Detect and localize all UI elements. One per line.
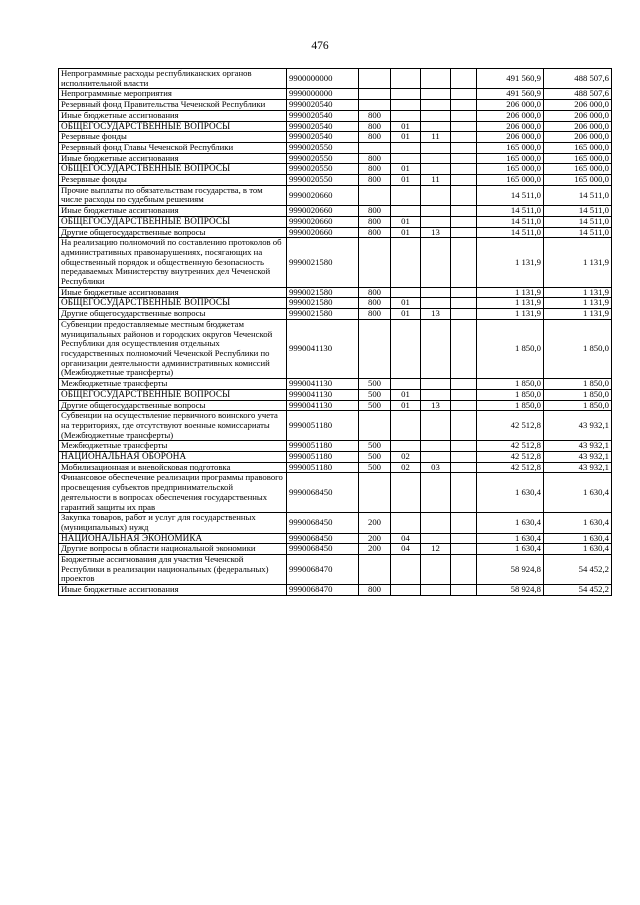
empty-cell [451,110,477,121]
section: 01 [391,164,421,175]
target-code: 9990020540 [287,100,359,111]
table-row [59,175,612,186]
amount-year-2: 165 000,0 [544,164,612,175]
subsection [421,142,451,153]
expense-type: 800 [359,206,391,217]
section [391,555,421,585]
subsection [421,287,451,298]
amount-year-1: 165 000,0 [477,142,544,153]
amount-year-2: 488 507,6 [544,89,612,100]
amount-year-1: 14 511,0 [477,227,544,238]
section: 01 [391,309,421,320]
section [391,153,421,164]
table-row [59,121,612,132]
amount-year-1: 1 131,9 [477,309,544,320]
amount-year-1: 165 000,0 [477,175,544,186]
section: 04 [391,544,421,555]
amount-year-1: 42 512,8 [477,462,544,473]
amount-year-1: 165 000,0 [477,153,544,164]
row-name: Резервный фонд Правительства Чеченской Республики [59,100,287,111]
amount-year-1: 58 924,8 [477,585,544,596]
expense-type [359,411,391,441]
empty-cell [451,100,477,111]
expense-type [359,89,391,100]
amount-year-1: 206 000,0 [477,132,544,143]
row-name: Резервные фонды [59,132,287,143]
amount-year-2: 488 507,6 [544,69,612,89]
empty-cell [451,175,477,186]
amount-year-1: 1 131,9 [477,298,544,309]
expense-type: 800 [359,309,391,320]
subsection [421,153,451,164]
expense-type: 800 [359,298,391,309]
table-row [59,555,612,585]
empty-cell [451,411,477,441]
amount-year-1: 165 000,0 [477,164,544,175]
row-name: Непрограммные расходы республиканских органов исполнительной власти [59,69,287,89]
target-code: 9990020550 [287,175,359,186]
amount-year-2: 54 452,2 [544,555,612,585]
target-code: 9990051180 [287,462,359,473]
table-row [59,585,612,596]
amount-year-2: 165 000,0 [544,142,612,153]
section: 02 [391,452,421,463]
target-code: 9990068450 [287,544,359,555]
target-code: 9990020540 [287,132,359,143]
amount-year-2: 1 850,0 [544,319,612,378]
section [391,513,421,533]
table-row [59,100,612,111]
expense-type: 500 [359,379,391,390]
target-code: 9990041130 [287,389,359,400]
amount-year-1: 1 131,9 [477,238,544,288]
row-name: ОБЩЕГОСУДАРСТВЕННЫЕ ВОПРОСЫ [59,121,287,132]
section: 01 [391,216,421,227]
expense-type: 800 [359,132,391,143]
row-name: Непрограммные мероприятия [59,89,287,100]
amount-year-2: 14 511,0 [544,227,612,238]
table-row [59,153,612,164]
section [391,287,421,298]
target-code: 9990051180 [287,411,359,441]
empty-cell [451,185,477,205]
row-name: Другие общегосударственные вопросы [59,400,287,411]
section: 01 [391,121,421,132]
amount-year-2: 14 511,0 [544,185,612,205]
target-code: 9990068450 [287,533,359,544]
empty-cell [451,379,477,390]
section: 01 [391,389,421,400]
subsection [421,100,451,111]
amount-year-2: 206 000,0 [544,110,612,121]
target-code: 9990021580 [287,287,359,298]
section [391,379,421,390]
amount-year-2: 1 131,9 [544,238,612,288]
row-name: Иные бюджетные ассигнования [59,206,287,217]
target-code: 9990051180 [287,452,359,463]
expense-type [359,142,391,153]
section [391,100,421,111]
subsection [421,513,451,533]
target-code: 9990020660 [287,185,359,205]
amount-year-2: 1 630,4 [544,544,612,555]
amount-year-2: 206 000,0 [544,132,612,143]
expense-type: 800 [359,110,391,121]
amount-year-1: 42 512,8 [477,441,544,452]
amount-year-1: 1 630,4 [477,544,544,555]
section [391,319,421,378]
empty-cell [451,533,477,544]
amount-year-1: 206 000,0 [477,121,544,132]
empty-cell [451,319,477,378]
subsection [421,238,451,288]
subsection [421,555,451,585]
amount-year-2: 1 850,0 [544,400,612,411]
table-row [59,473,612,513]
expense-type: 800 [359,227,391,238]
table-row [59,298,612,309]
expense-type: 200 [359,513,391,533]
row-name: Прочие выплаты по обязательствам государства, в том числе расходы по судебным решениям [59,185,287,205]
amount-year-2: 14 511,0 [544,206,612,217]
row-name: На реализацию полномочий по составлению протоколов об административных правонарушениях, посягающих на общественный порядок и общественную безопасность передаваемых Министерству внутренних дел Чеченской Республики [59,238,287,288]
amount-year-1: 1 630,4 [477,533,544,544]
expense-type: 500 [359,400,391,411]
expense-type: 800 [359,585,391,596]
subsection [421,206,451,217]
row-name: НАЦИОНАЛЬНАЯ ЭКОНОМИКА [59,533,287,544]
amount-year-1: 1 850,0 [477,319,544,378]
target-code: 9990020550 [287,153,359,164]
amount-year-2: 14 511,0 [544,216,612,227]
target-code: 9990041130 [287,319,359,378]
amount-year-2: 206 000,0 [544,100,612,111]
amount-year-2: 165 000,0 [544,175,612,186]
expense-type: 800 [359,121,391,132]
table-row [59,132,612,143]
empty-cell [451,69,477,89]
page-number: 476 [311,40,329,52]
table-row [59,185,612,205]
empty-cell [451,441,477,452]
row-name: Субвенции предоставляемые местным бюджетам муниципальных районов и городских округов Чеченской Республики для осуществления отдельных государственных полномочий Чеченской Республики по организации деятельности административных комиссий (Межбюджетные трансферты) [59,319,287,378]
expense-type [359,185,391,205]
target-code: 9990021580 [287,309,359,320]
row-name: ОБЩЕГОСУДАРСТВЕННЫЕ ВОПРОСЫ [59,389,287,400]
subsection [421,473,451,513]
section: 02 [391,462,421,473]
section: 04 [391,533,421,544]
amount-year-2: 43 932,1 [544,452,612,463]
empty-cell [451,585,477,596]
amount-year-1: 14 511,0 [477,185,544,205]
row-name: Резервные фонды [59,175,287,186]
target-code: 9990041130 [287,379,359,390]
amount-year-2: 206 000,0 [544,121,612,132]
row-name: Другие вопросы в области национальной экономики [59,544,287,555]
section [391,206,421,217]
table-row [59,164,612,175]
amount-year-1: 1 850,0 [477,400,544,411]
empty-cell [451,473,477,513]
expense-type [359,555,391,585]
amount-year-2: 43 932,1 [544,411,612,441]
expense-type: 800 [359,216,391,227]
empty-cell [451,216,477,227]
target-code: 9990068470 [287,585,359,596]
amount-year-1: 1 630,4 [477,513,544,533]
expense-type: 800 [359,287,391,298]
subsection [421,216,451,227]
section: 01 [391,175,421,186]
empty-cell [451,227,477,238]
target-code: 9990020540 [287,110,359,121]
table-row [59,544,612,555]
subsection [421,441,451,452]
amount-year-1: 206 000,0 [477,100,544,111]
subsection [421,533,451,544]
amount-year-2: 1 131,9 [544,298,612,309]
row-name: Иные бюджетные ассигнования [59,585,287,596]
subsection [421,110,451,121]
subsection: 11 [421,132,451,143]
amount-year-2: 165 000,0 [544,153,612,164]
subsection [421,411,451,441]
row-name: Мобилизационная и вневойсковая подготовка [59,462,287,473]
subsection: 12 [421,544,451,555]
section [391,473,421,513]
empty-cell [451,544,477,555]
amount-year-2: 1 630,4 [544,473,612,513]
table-row [59,411,612,441]
empty-cell [451,206,477,217]
budget-table [58,68,612,596]
expense-type: 800 [359,175,391,186]
empty-cell [451,287,477,298]
table-row [59,89,612,100]
section [391,238,421,288]
target-code: 9990020540 [287,121,359,132]
empty-cell [451,298,477,309]
empty-cell [451,452,477,463]
subsection [421,389,451,400]
row-name: Другие общегосударственные вопросы [59,227,287,238]
amount-year-2: 54 452,2 [544,585,612,596]
row-name: Межбюджетные трансферты [59,379,287,390]
target-code: 9990068470 [287,555,359,585]
amount-year-1: 206 000,0 [477,110,544,121]
section: 01 [391,227,421,238]
amount-year-1: 58 924,8 [477,555,544,585]
target-code: 9990020550 [287,164,359,175]
empty-cell [451,309,477,320]
subsection: 03 [421,462,451,473]
subsection: 13 [421,309,451,320]
table-row [59,452,612,463]
row-name: Бюджетные ассигнования для участия Чеченской Республики в реализации национальных (федеральных) проектов [59,555,287,585]
subsection [421,69,451,89]
table-row [59,69,612,89]
row-name: Межбюджетные трансферты [59,441,287,452]
target-code: 9990020660 [287,216,359,227]
empty-cell [451,513,477,533]
target-code: 9990000000 [287,89,359,100]
row-name: Резервный фонд Главы Чеченской Республики [59,142,287,153]
expense-type: 200 [359,544,391,555]
expense-type: 500 [359,389,391,400]
table-row [59,533,612,544]
empty-cell [451,389,477,400]
section: 01 [391,132,421,143]
target-code: 9990020660 [287,227,359,238]
amount-year-2: 1 850,0 [544,379,612,390]
subsection [421,89,451,100]
empty-cell [451,132,477,143]
empty-cell [451,238,477,288]
row-name: Финансовое обеспечение реализации программы правового просвещения субъектов предпринимательской деятельности в вопросах обеспечения государственных гарантий защиты их прав [59,473,287,513]
amount-year-1: 491 560,9 [477,69,544,89]
section [391,585,421,596]
section [391,89,421,100]
table-row [59,227,612,238]
table-row [59,287,612,298]
empty-cell [451,121,477,132]
target-code: 9990041130 [287,400,359,411]
amount-year-2: 1 131,9 [544,309,612,320]
row-name: Иные бюджетные ассигнования [59,287,287,298]
subsection: 13 [421,400,451,411]
amount-year-1: 14 511,0 [477,206,544,217]
amount-year-2: 1 131,9 [544,287,612,298]
row-name: ОБЩЕГОСУДАРСТВЕННЫЕ ВОПРОСЫ [59,164,287,175]
target-code: 9900000000 [287,69,359,89]
empty-cell [451,555,477,585]
row-name: НАЦИОНАЛЬНАЯ ОБОРОНА [59,452,287,463]
table-row [59,216,612,227]
subsection [421,319,451,378]
section [391,441,421,452]
subsection [421,298,451,309]
table-row [59,400,612,411]
expense-type: 800 [359,164,391,175]
target-code: 9990021580 [287,238,359,288]
amount-year-2: 1 850,0 [544,389,612,400]
table-row [59,206,612,217]
expense-type: 500 [359,441,391,452]
subsection [421,379,451,390]
subsection [421,121,451,132]
amount-year-1: 1 850,0 [477,379,544,390]
target-code: 9990020550 [287,142,359,153]
subsection [421,164,451,175]
expense-type: 200 [359,533,391,544]
subsection [421,185,451,205]
empty-cell [451,164,477,175]
table-row [59,441,612,452]
expense-type: 800 [359,153,391,164]
subsection [421,452,451,463]
empty-cell [451,400,477,411]
section [391,69,421,89]
empty-cell [451,462,477,473]
section: 01 [391,400,421,411]
amount-year-1: 491 560,9 [477,89,544,100]
amount-year-2: 1 630,4 [544,533,612,544]
expense-type: 500 [359,462,391,473]
row-name: Закупка товаров, работ и услуг для государственных (муниципальных) нужд [59,513,287,533]
table-row [59,389,612,400]
empty-cell [451,142,477,153]
row-name: ОБЩЕГОСУДАРСТВЕННЫЕ ВОПРОСЫ [59,216,287,227]
table-row [59,238,612,288]
expense-type [359,473,391,513]
section [391,110,421,121]
row-name: Иные бюджетные ассигнования [59,153,287,164]
amount-year-1: 1 850,0 [477,389,544,400]
budget-rows [59,69,612,596]
section [391,185,421,205]
empty-cell [451,153,477,164]
expense-type [359,238,391,288]
target-code: 9990068450 [287,513,359,533]
expense-type [359,100,391,111]
amount-year-1: 1 630,4 [477,473,544,513]
amount-year-2: 43 932,1 [544,441,612,452]
section: 01 [391,298,421,309]
amount-year-2: 1 630,4 [544,513,612,533]
target-code: 9990051180 [287,441,359,452]
expense-type: 500 [359,452,391,463]
empty-cell [451,89,477,100]
row-name: Субвенции на осуществление первичного воинского учета на территориях, где отсутствуют военные комиссариаты (Межбюджетные трансферты) [59,411,287,441]
amount-year-1: 42 512,8 [477,452,544,463]
row-name: ОБЩЕГОСУДАРСТВЕННЫЕ ВОПРОСЫ [59,298,287,309]
amount-year-2: 43 932,1 [544,462,612,473]
expense-type [359,319,391,378]
row-name: Другие общегосударственные вопросы [59,309,287,320]
subsection: 11 [421,175,451,186]
table-row [59,142,612,153]
table-row [59,379,612,390]
target-code: 9990068450 [287,473,359,513]
table-row [59,462,612,473]
subsection: 13 [421,227,451,238]
table-row [59,110,612,121]
subsection [421,585,451,596]
target-code: 9990021580 [287,298,359,309]
amount-year-1: 42 512,8 [477,411,544,441]
amount-year-1: 1 131,9 [477,287,544,298]
target-code: 9990020660 [287,206,359,217]
table-row [59,309,612,320]
row-name: Иные бюджетные ассигнования [59,110,287,121]
section [391,142,421,153]
section [391,411,421,441]
table-row [59,513,612,533]
amount-year-1: 14 511,0 [477,216,544,227]
expense-type [359,69,391,89]
table-row [59,319,612,378]
